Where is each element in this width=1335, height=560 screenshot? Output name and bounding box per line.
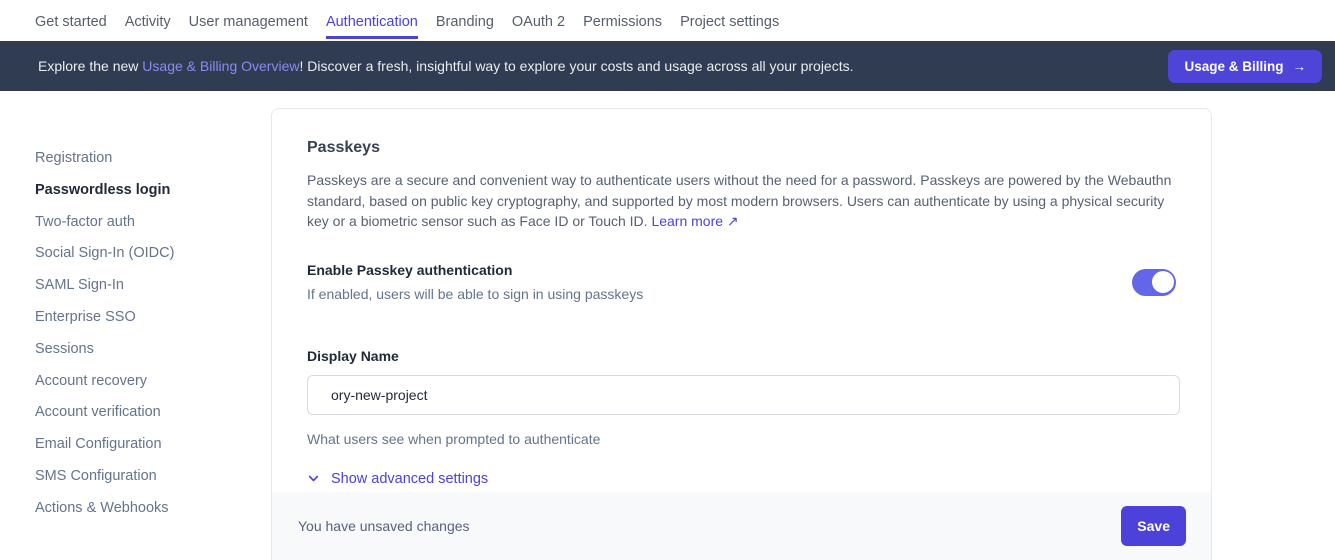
passkeys-title: Passkeys — [307, 139, 380, 156]
settings-sidebar — [0, 91, 271, 560]
passkeys-card — [271, 108, 1212, 560]
tab-activity[interactable]: Activity — [124, 14, 171, 30]
enable-passkey-toggle[interactable] — [1132, 269, 1176, 296]
sidebar-item-enterprise-sso[interactable]: Enterprise SSO — [35, 308, 136, 325]
enable-passkey-row — [307, 261, 1176, 304]
sidebar-item-sms-configuration[interactable]: SMS Configuration — [35, 467, 157, 484]
show-advanced-settings-label: Show advanced settings — [331, 470, 489, 487]
display-name-label: Display Name — [307, 347, 399, 364]
learn-more-label: Learn more — [651, 213, 724, 229]
tab-permissions[interactable]: Permissions — [583, 14, 663, 30]
learn-more-link[interactable] — [651, 213, 738, 229]
banner-message — [38, 58, 1168, 74]
banner-text-suffix: ! Discover a fresh, insightful way to explore your costs and usage across all your projects. — [299, 58, 854, 74]
unsaved-changes-text: You have unsaved changes — [298, 518, 470, 534]
sidebar-item-account-recovery[interactable]: Account recovery — [35, 372, 148, 389]
sidebar-item-sessions[interactable]: Sessions — [35, 340, 94, 357]
usage-billing-banner — [0, 41, 1335, 91]
sidebar-item-registration[interactable]: Registration — [35, 150, 113, 166]
external-link-icon: ↗ — [726, 213, 739, 229]
top-navigation — [0, 0, 1335, 41]
sidebar-item-social-sign-in[interactable]: Social Sign-In (OIDC) — [35, 245, 175, 262]
arrow-right-icon: → — [1292, 58, 1306, 74]
enable-passkey-description: If enabled, users will be able to sign in using passkeys — [307, 285, 644, 302]
tab-project-settings[interactable]: Project settings — [680, 14, 780, 30]
passkeys-description — [307, 170, 1176, 232]
chevron-down-icon — [307, 472, 320, 485]
sidebar-item-email-configuration[interactable]: Email Configuration — [35, 436, 162, 453]
sidebar-item-passwordless-login[interactable]: Passwordless login — [35, 181, 171, 198]
usage-billing-button-label: Usage & Billing — [1184, 58, 1284, 74]
sidebar-item-actions-webhooks[interactable]: Actions & Webhooks — [35, 499, 169, 516]
display-name-helper: What users see when prompted to authenticate — [307, 430, 601, 447]
tab-get-started[interactable]: Get started — [35, 14, 107, 30]
sidebar-item-saml-sign-in[interactable]: SAML Sign-In — [35, 277, 124, 294]
sidebar-item-account-verification[interactable]: Account verification — [35, 404, 161, 421]
tab-authentication[interactable]: Authentication — [326, 12, 418, 39]
banner-text-prefix: Explore the new — [38, 58, 143, 74]
tab-user-management[interactable]: User management — [188, 14, 308, 30]
usage-billing-button[interactable] — [1168, 50, 1322, 83]
unsaved-changes-bar — [272, 492, 1211, 560]
main-area — [271, 91, 1335, 560]
toggle-knob — [1152, 271, 1174, 293]
sidebar-item-two-factor-auth[interactable]: Two-factor auth — [35, 213, 135, 230]
tab-branding[interactable]: Branding — [435, 14, 494, 30]
tab-oauth2[interactable]: OAuth 2 — [511, 14, 566, 30]
passkeys-description-text: Passkeys are a secure and convenient way to authenticate users without the need for a password. Passkeys are powered by the Webauthn standard, based on public key cryptography, and supported by most modern browsers. Users can authenticate by using a physical security key or a biometric sensor such as Face ID or Touch ID. — [307, 172, 1172, 229]
show-advanced-settings[interactable] — [307, 471, 1176, 487]
enable-passkey-label: Enable Passkey authentication — [307, 261, 513, 278]
display-name-input[interactable] — [307, 375, 1180, 415]
usage-billing-overview-link[interactable]: Usage & Billing Overview — [142, 58, 300, 74]
save-button[interactable]: Save — [1121, 506, 1186, 546]
